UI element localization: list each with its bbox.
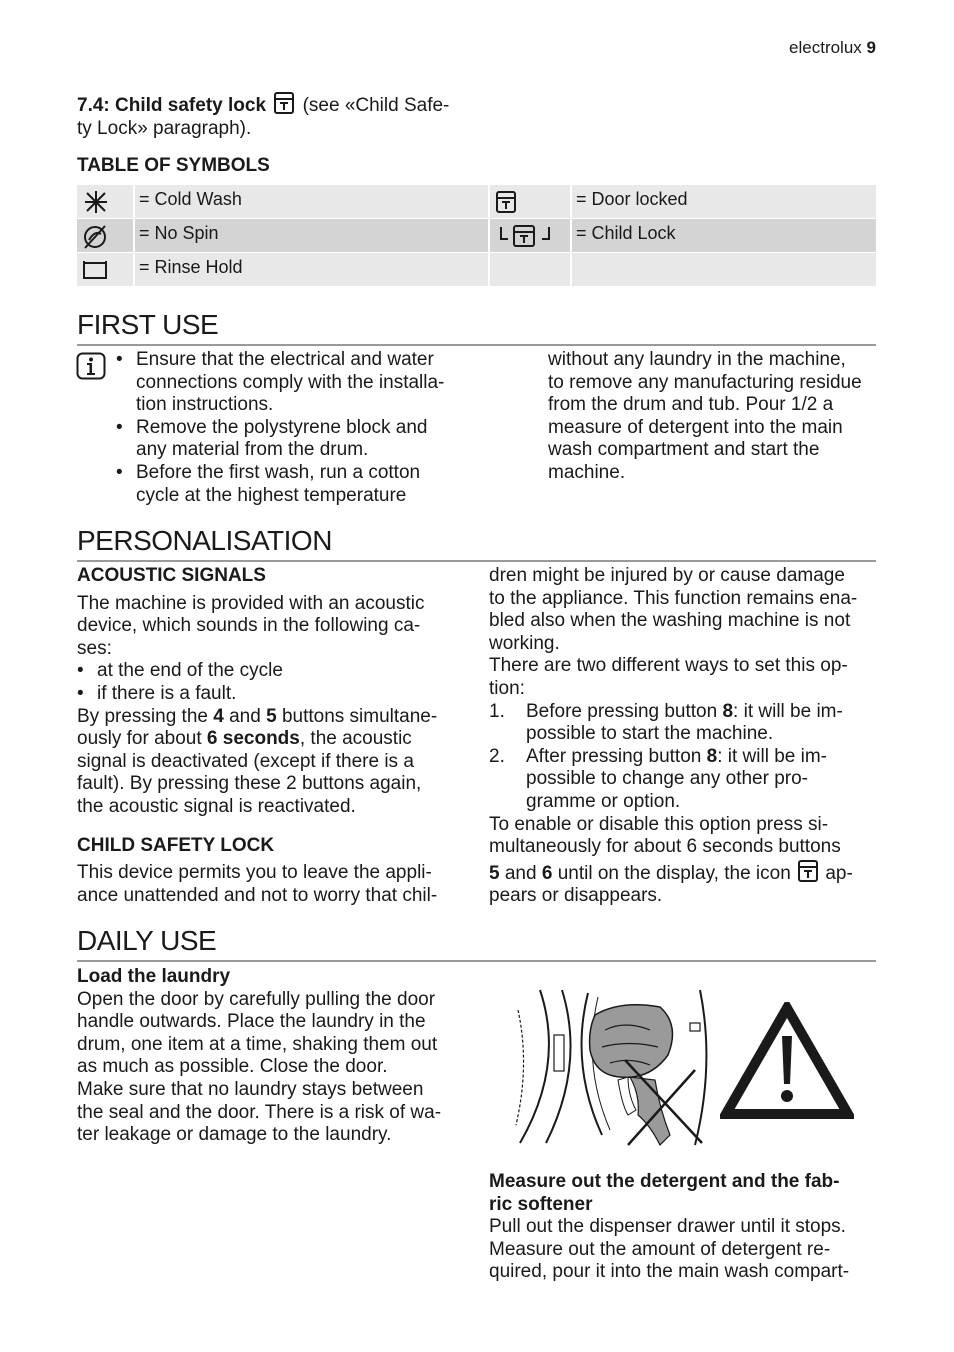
acoustic-signals-title: ACOUSTIC SIGNALS bbox=[77, 565, 266, 586]
warning-triangle-icon bbox=[720, 1002, 854, 1120]
cold-wash-icon bbox=[83, 189, 109, 215]
section-7-4-tail: (see «Child Safe- bbox=[302, 95, 450, 116]
measure-detergent-section: Measure out the detergent and the fab- ric softener Pull out the dispenser drawer until it stops. Measure out the amount of detergent re- quired, pour it into the main wash compart- bbox=[489, 1171, 877, 1284]
first-use-continued: without any laundry in the machine, to remove any manufacturing residue from the drum and tub. Pour 1/2 a measure of detergent into the main wash compartment and start the machine. bbox=[548, 349, 862, 483]
acoustic-signals-section: ACOUSTIC SIGNALS The machine is provided with an acoustic device, which sounds in the following ca- ses: • at the end of the cycle • if there is a fault. By pressing the 4 and 5 buttons simultane- ously for about 6 seconds, the acoustic signal is deactivated (except if there is a fault). By pressing these 2 buttons again, the acoustic signal is reactivated. CHILD SAFETY LOCK This device permits you to leave the appli- ance unattended and not to worry that chil- bbox=[77, 565, 477, 907]
list-item: 1. Before pressing button 8: it will be im- possible to start the machine. bbox=[489, 700, 843, 745]
list-item: • Ensure that the electrical and water connections comply with the installa- tion instructions. bbox=[116, 349, 476, 417]
measure-detergent-title-2: ric softener bbox=[489, 1193, 593, 1215]
laundry-caught-in-door-illustration bbox=[510, 985, 710, 1150]
list-item: • if there is a fault. bbox=[77, 683, 477, 706]
symbol-label-no-spin: = No Spin bbox=[139, 223, 219, 243]
page-header bbox=[760, 37, 876, 60]
load-laundry-title: Load the laundry bbox=[77, 966, 231, 987]
child-safety-lock-continued: dren might be injured by or cause damage to the appliance. This function remains ena- bled also when the washing machine is not working. There are two different ways to set this op- tion: 1. Before pressing button 8: it will be im- possible to start the machine. 2. After pressing button 8: it will be im- possible to change any other pro- gramme or option. To enable or disable this option press si- multaneously for about 6 seconds buttons 5 and 6 until on the display, the icon ap- pears or disappears. bbox=[489, 565, 877, 908]
section-7-4 bbox=[77, 91, 477, 140]
list-item: 2. After pressing button 8: it will be im- possible to change any other pro- gramme or option. bbox=[489, 745, 827, 812]
first-use-heading: FIRST USE bbox=[77, 309, 219, 340]
symbols-table bbox=[77, 185, 876, 286]
child-lock-icon bbox=[273, 91, 295, 115]
first-use-list bbox=[116, 349, 476, 507]
symbol-label-cold-wash: = Cold Wash bbox=[139, 189, 242, 209]
symbols-title: TABLE OF SYMBOLS bbox=[77, 155, 270, 176]
symbol-label-child-lock: = Child Lock bbox=[576, 223, 676, 243]
measure-detergent-title-1: Measure out the detergent and the fab- bbox=[489, 1171, 840, 1192]
info-icon bbox=[76, 352, 106, 380]
list-item: • at the end of the cycle bbox=[77, 660, 477, 683]
no-spin-icon bbox=[82, 222, 108, 250]
personalisation-heading: PERSONALISATION bbox=[77, 525, 332, 556]
section-7-4-line2: ty Lock» paragraph). bbox=[77, 117, 252, 139]
child-safety-lock-title: CHILD SAFETY LOCK bbox=[77, 834, 275, 856]
door-locked-icon bbox=[495, 190, 517, 214]
symbol-label-door-locked: = Door locked bbox=[576, 189, 688, 209]
list-item: • Remove the polystyrene block and any material from the drum. bbox=[116, 417, 476, 462]
daily-use-heading: DAILY USE bbox=[77, 925, 217, 956]
list-item: • Before the first wash, run a cotton cycle at the highest temperature bbox=[116, 462, 476, 507]
child-lock-icon bbox=[797, 859, 819, 883]
page-number: 9 bbox=[866, 38, 876, 57]
load-laundry-section: Load the laundry Open the door by carefully pulling the door handle outwards. Place the laundry in the drum, one item at a time, shaking them out as much as possible. Close the door. Make sure that no laundry stays between the seal and the door. There is a risk of wa- ter leakage or damage to the laundry. bbox=[77, 966, 477, 1147]
brand-name: electrolux bbox=[789, 38, 862, 57]
child-lock-icon bbox=[498, 223, 552, 249]
section-7-4-title: 7.4: Child safety lock bbox=[77, 95, 267, 116]
symbol-label-rinse-hold: = Rinse Hold bbox=[139, 257, 243, 277]
rinse-hold-icon bbox=[82, 259, 108, 281]
